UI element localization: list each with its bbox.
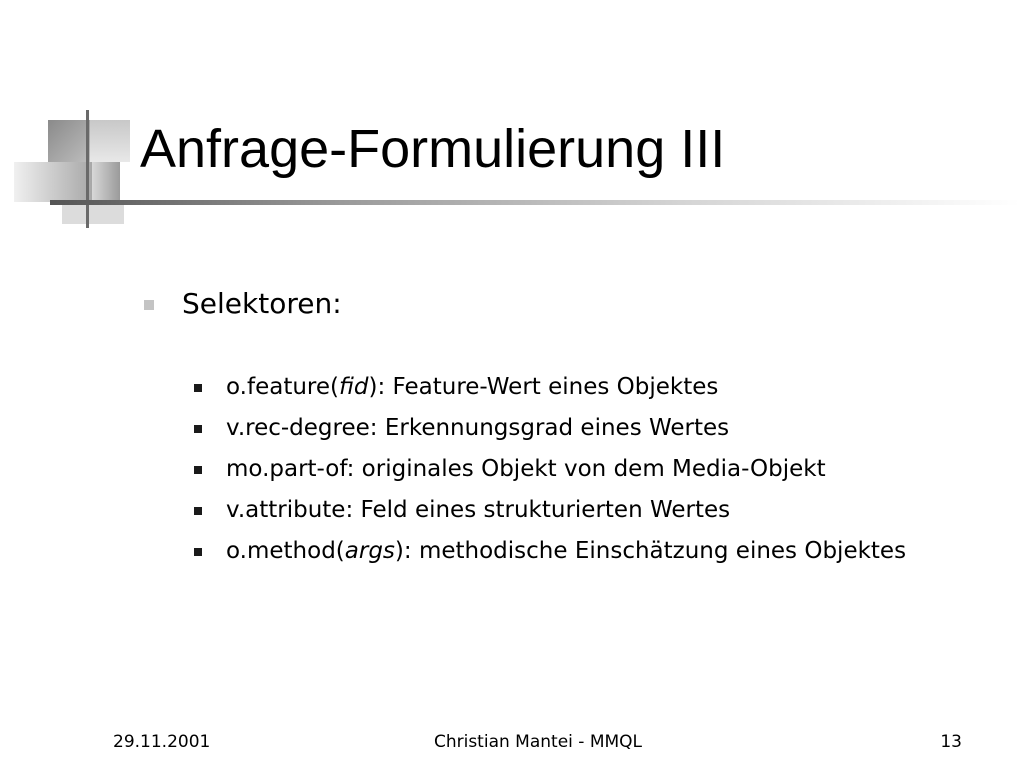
- text-prefix: o.feature(: [226, 374, 339, 400]
- text-italic: args: [344, 538, 395, 564]
- sub-bullet-text: [226, 370, 718, 404]
- square-bullet-icon: [144, 300, 154, 310]
- square-bullet-icon: [194, 384, 202, 392]
- text-prefix: v.attribute: Feld eines strukturierten Wertes: [226, 497, 731, 523]
- text-suffix: ): methodische Einschätzung eines Objektes: [394, 538, 907, 564]
- square-bullet-icon: [194, 548, 202, 556]
- text-prefix: mo.part-of: originales Objekt von dem Media-Objekt: [226, 456, 826, 482]
- text-prefix: v.rec-degree: Erkennungsgrad eines Wertes: [226, 415, 730, 441]
- sub-bullet-text: [226, 411, 729, 445]
- slide-title: Anfrage-Formulierung III: [140, 119, 726, 179]
- footer-date: 29.11.2001: [113, 732, 211, 752]
- sub-bullet-text: [226, 493, 730, 527]
- sub-bullet-text: [226, 534, 906, 568]
- sub-bullet-text: [226, 452, 826, 486]
- text-italic: fid: [339, 374, 369, 400]
- square-bullet-icon: [194, 425, 202, 433]
- footer-author: Christian Mantei - MMQL: [433, 732, 643, 752]
- text-prefix: o.method(: [226, 538, 345, 564]
- title-decoration-graphic: [0, 100, 160, 240]
- square-bullet-icon: [194, 466, 202, 474]
- text-suffix: ): Feature-Wert eines Objektes: [368, 374, 719, 400]
- square-bullet-icon: [194, 507, 202, 515]
- main-bullet-text: Selektoren:: [182, 287, 342, 320]
- title-underline: [50, 200, 1020, 205]
- footer-page-number: 13: [940, 732, 962, 752]
